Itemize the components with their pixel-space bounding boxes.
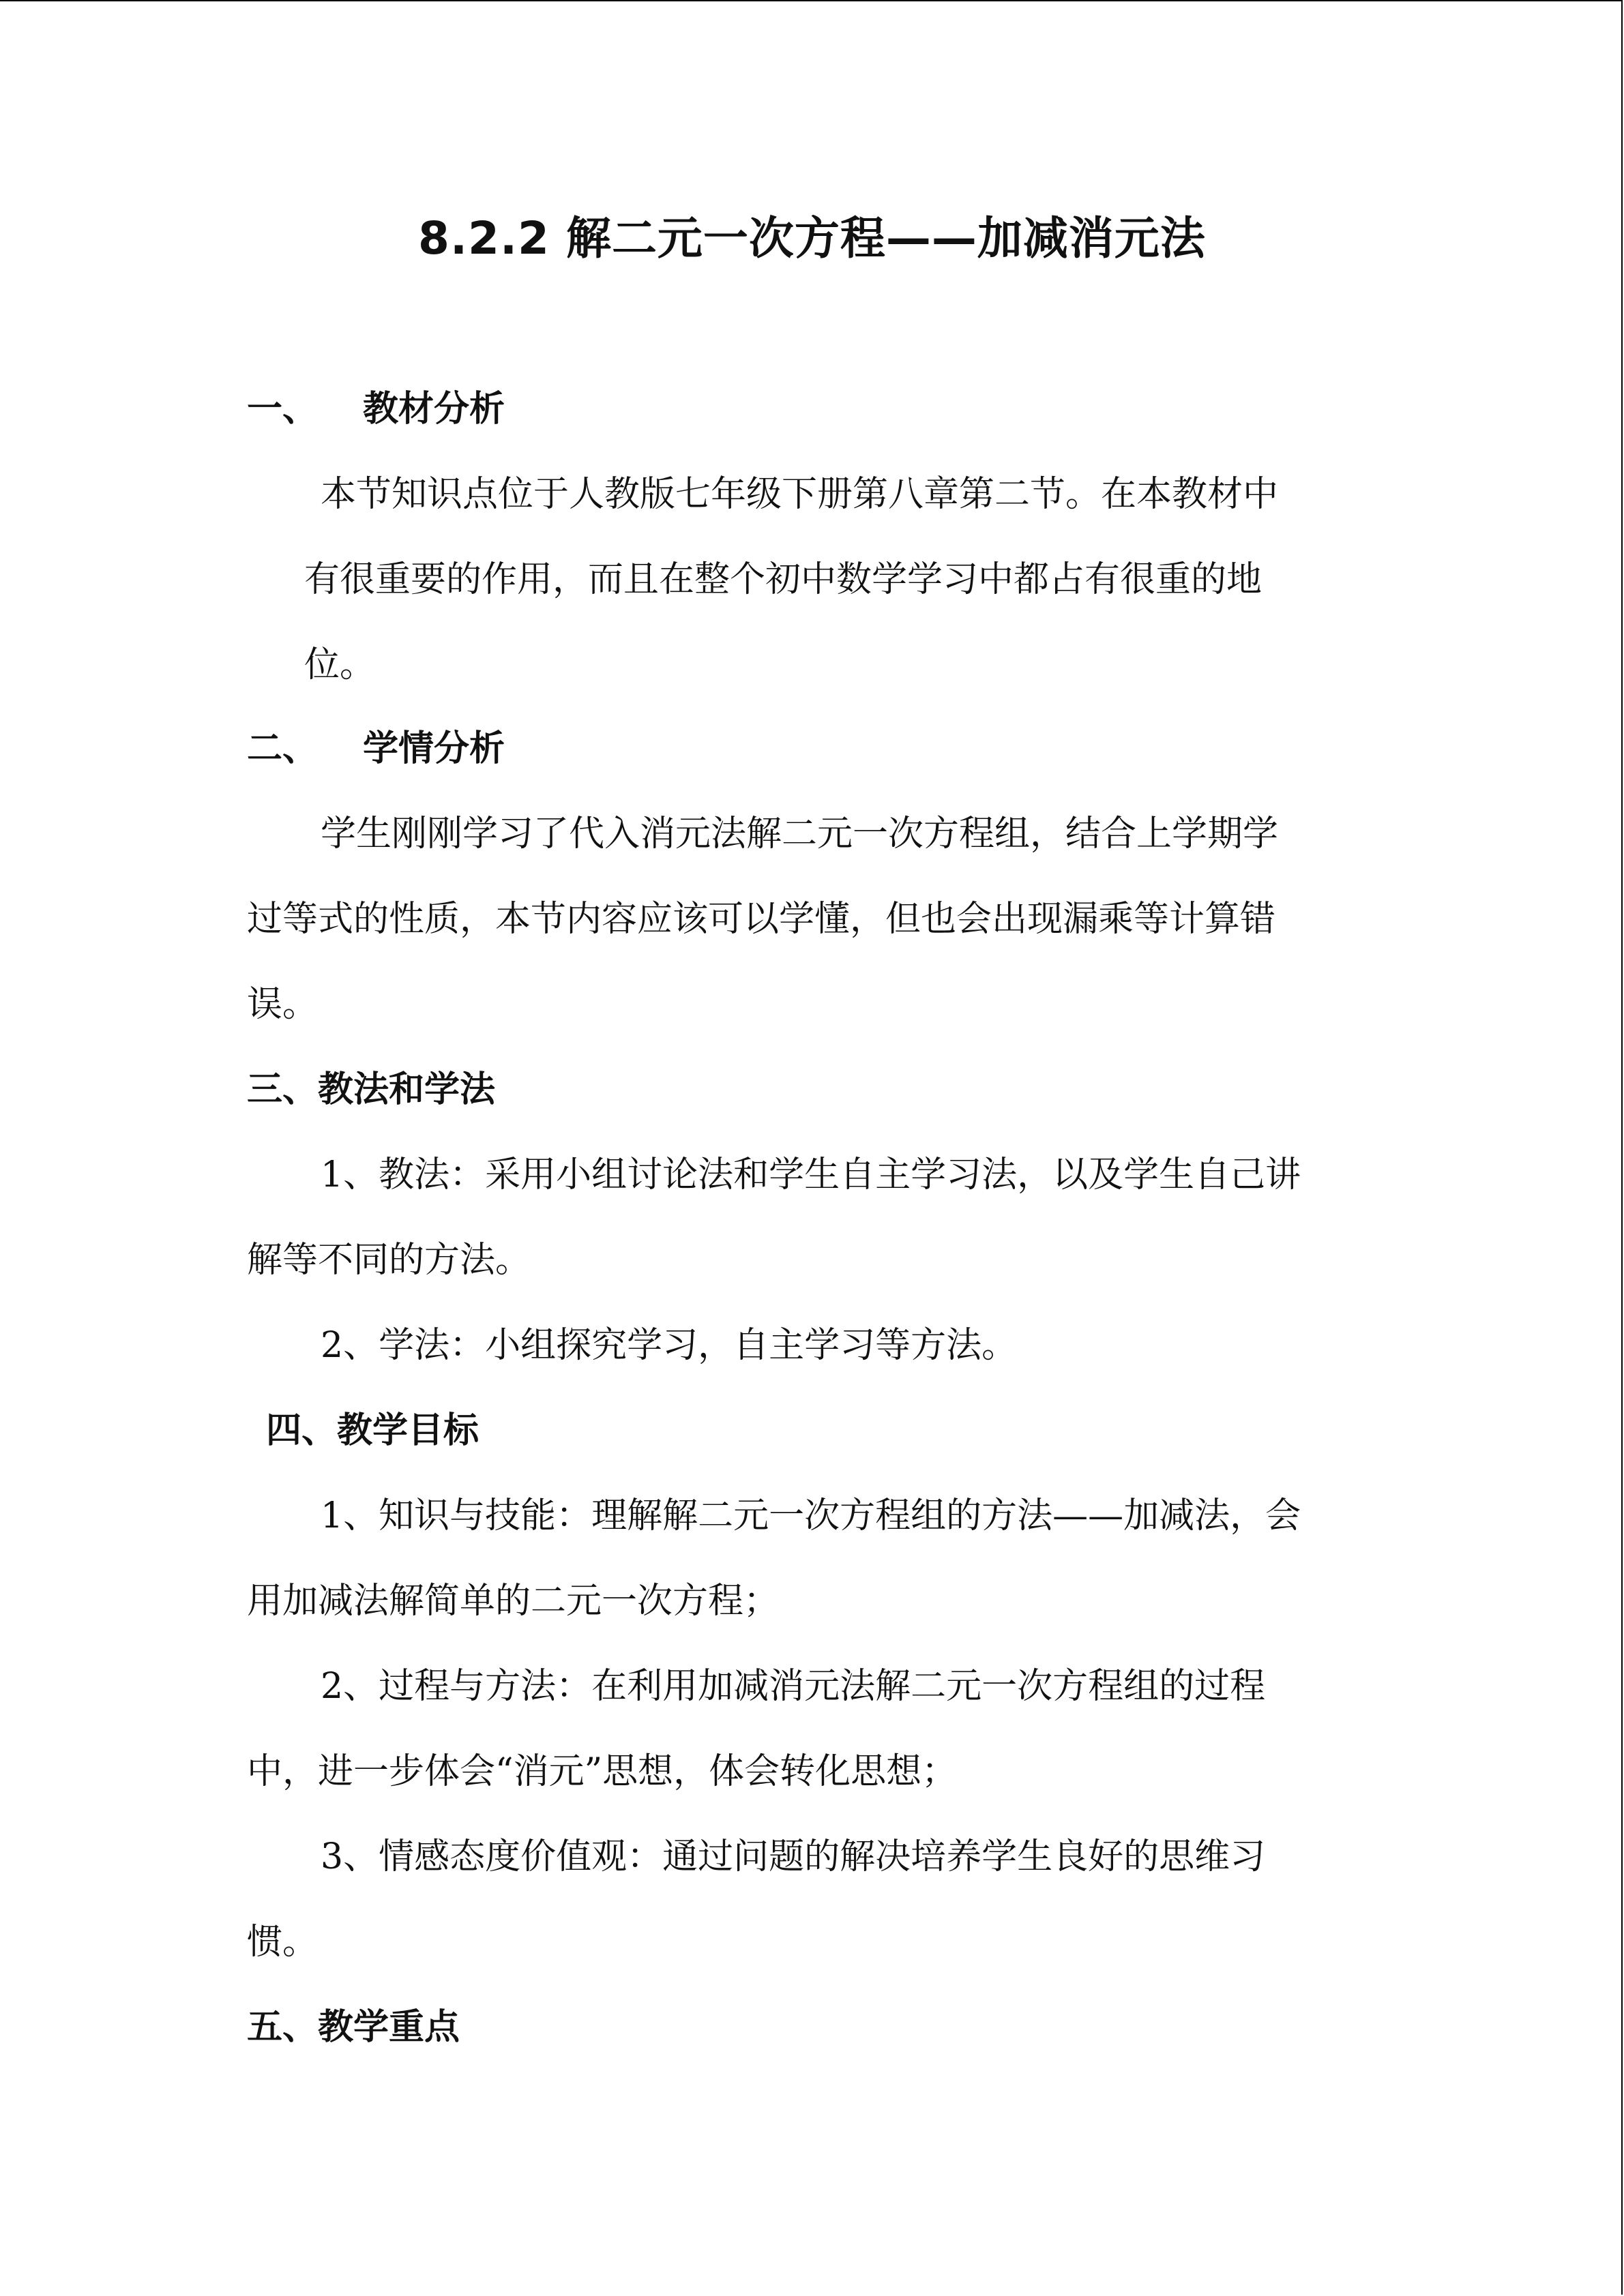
section-heading-5: 五、教学重点 xyxy=(247,2007,460,2048)
paragraph-line: 中，进一步体会“消元”思想，体会转化思想； xyxy=(247,1751,958,1792)
section-number-2: 二、 xyxy=(247,728,319,769)
paragraph-line: 误。 xyxy=(247,984,319,1025)
paragraph-line: 2、学法：小组探究学习，自主学习等方法。 xyxy=(321,1325,1018,1366)
paragraph-line: 3、情感态度价值观：通过问题的解决培养学生良好的思维习 xyxy=(321,1836,1266,1877)
section-heading-4: 四、教学目标 xyxy=(266,1410,479,1451)
section-title-2: 学情分析 xyxy=(363,728,505,769)
paragraph-line: 位。 xyxy=(304,644,376,685)
paragraph-line: 本节知识点位于人教版七年级下册第八章第二节。在本教材中 xyxy=(321,474,1279,515)
paragraph-line: 1、知识与技能：理解解二元一次方程组的方法——加减法，会 xyxy=(321,1495,1301,1536)
section-heading-1 xyxy=(247,382,505,436)
section-number-1: 一、 xyxy=(247,389,319,430)
section-heading-2 xyxy=(247,721,505,776)
paragraph-line: 过等式的性质，本节内容应该可以学懂，但也会出现漏乘等计算错 xyxy=(247,899,1276,940)
paragraph-line: 有很重要的作用，而且在整个初中数学学习中都占有很重的地 xyxy=(304,559,1263,600)
section-title-1: 教材分析 xyxy=(363,389,505,430)
paragraph-line: 2、过程与方法：在利用加减消元法解二元一次方程组的过程 xyxy=(321,1666,1266,1707)
paragraph-line: 解等不同的方法。 xyxy=(247,1240,531,1281)
paragraph-line: 惯。 xyxy=(247,1922,319,1963)
document-title: 8.2.2 解二元一次方程——加减消元法 xyxy=(418,212,1206,265)
paragraph-line: 学生刚刚学习了代入消元法解二元一次方程组，结合上学期学 xyxy=(321,814,1279,854)
paragraph-line: 1、教法：采用小组讨论法和学生自主学习法，以及学生自己讲 xyxy=(321,1154,1301,1195)
section-heading-3: 三、教法和学法 xyxy=(247,1069,496,1110)
paragraph-line: 用加减法解简单的二元一次方程； xyxy=(247,1581,780,1622)
